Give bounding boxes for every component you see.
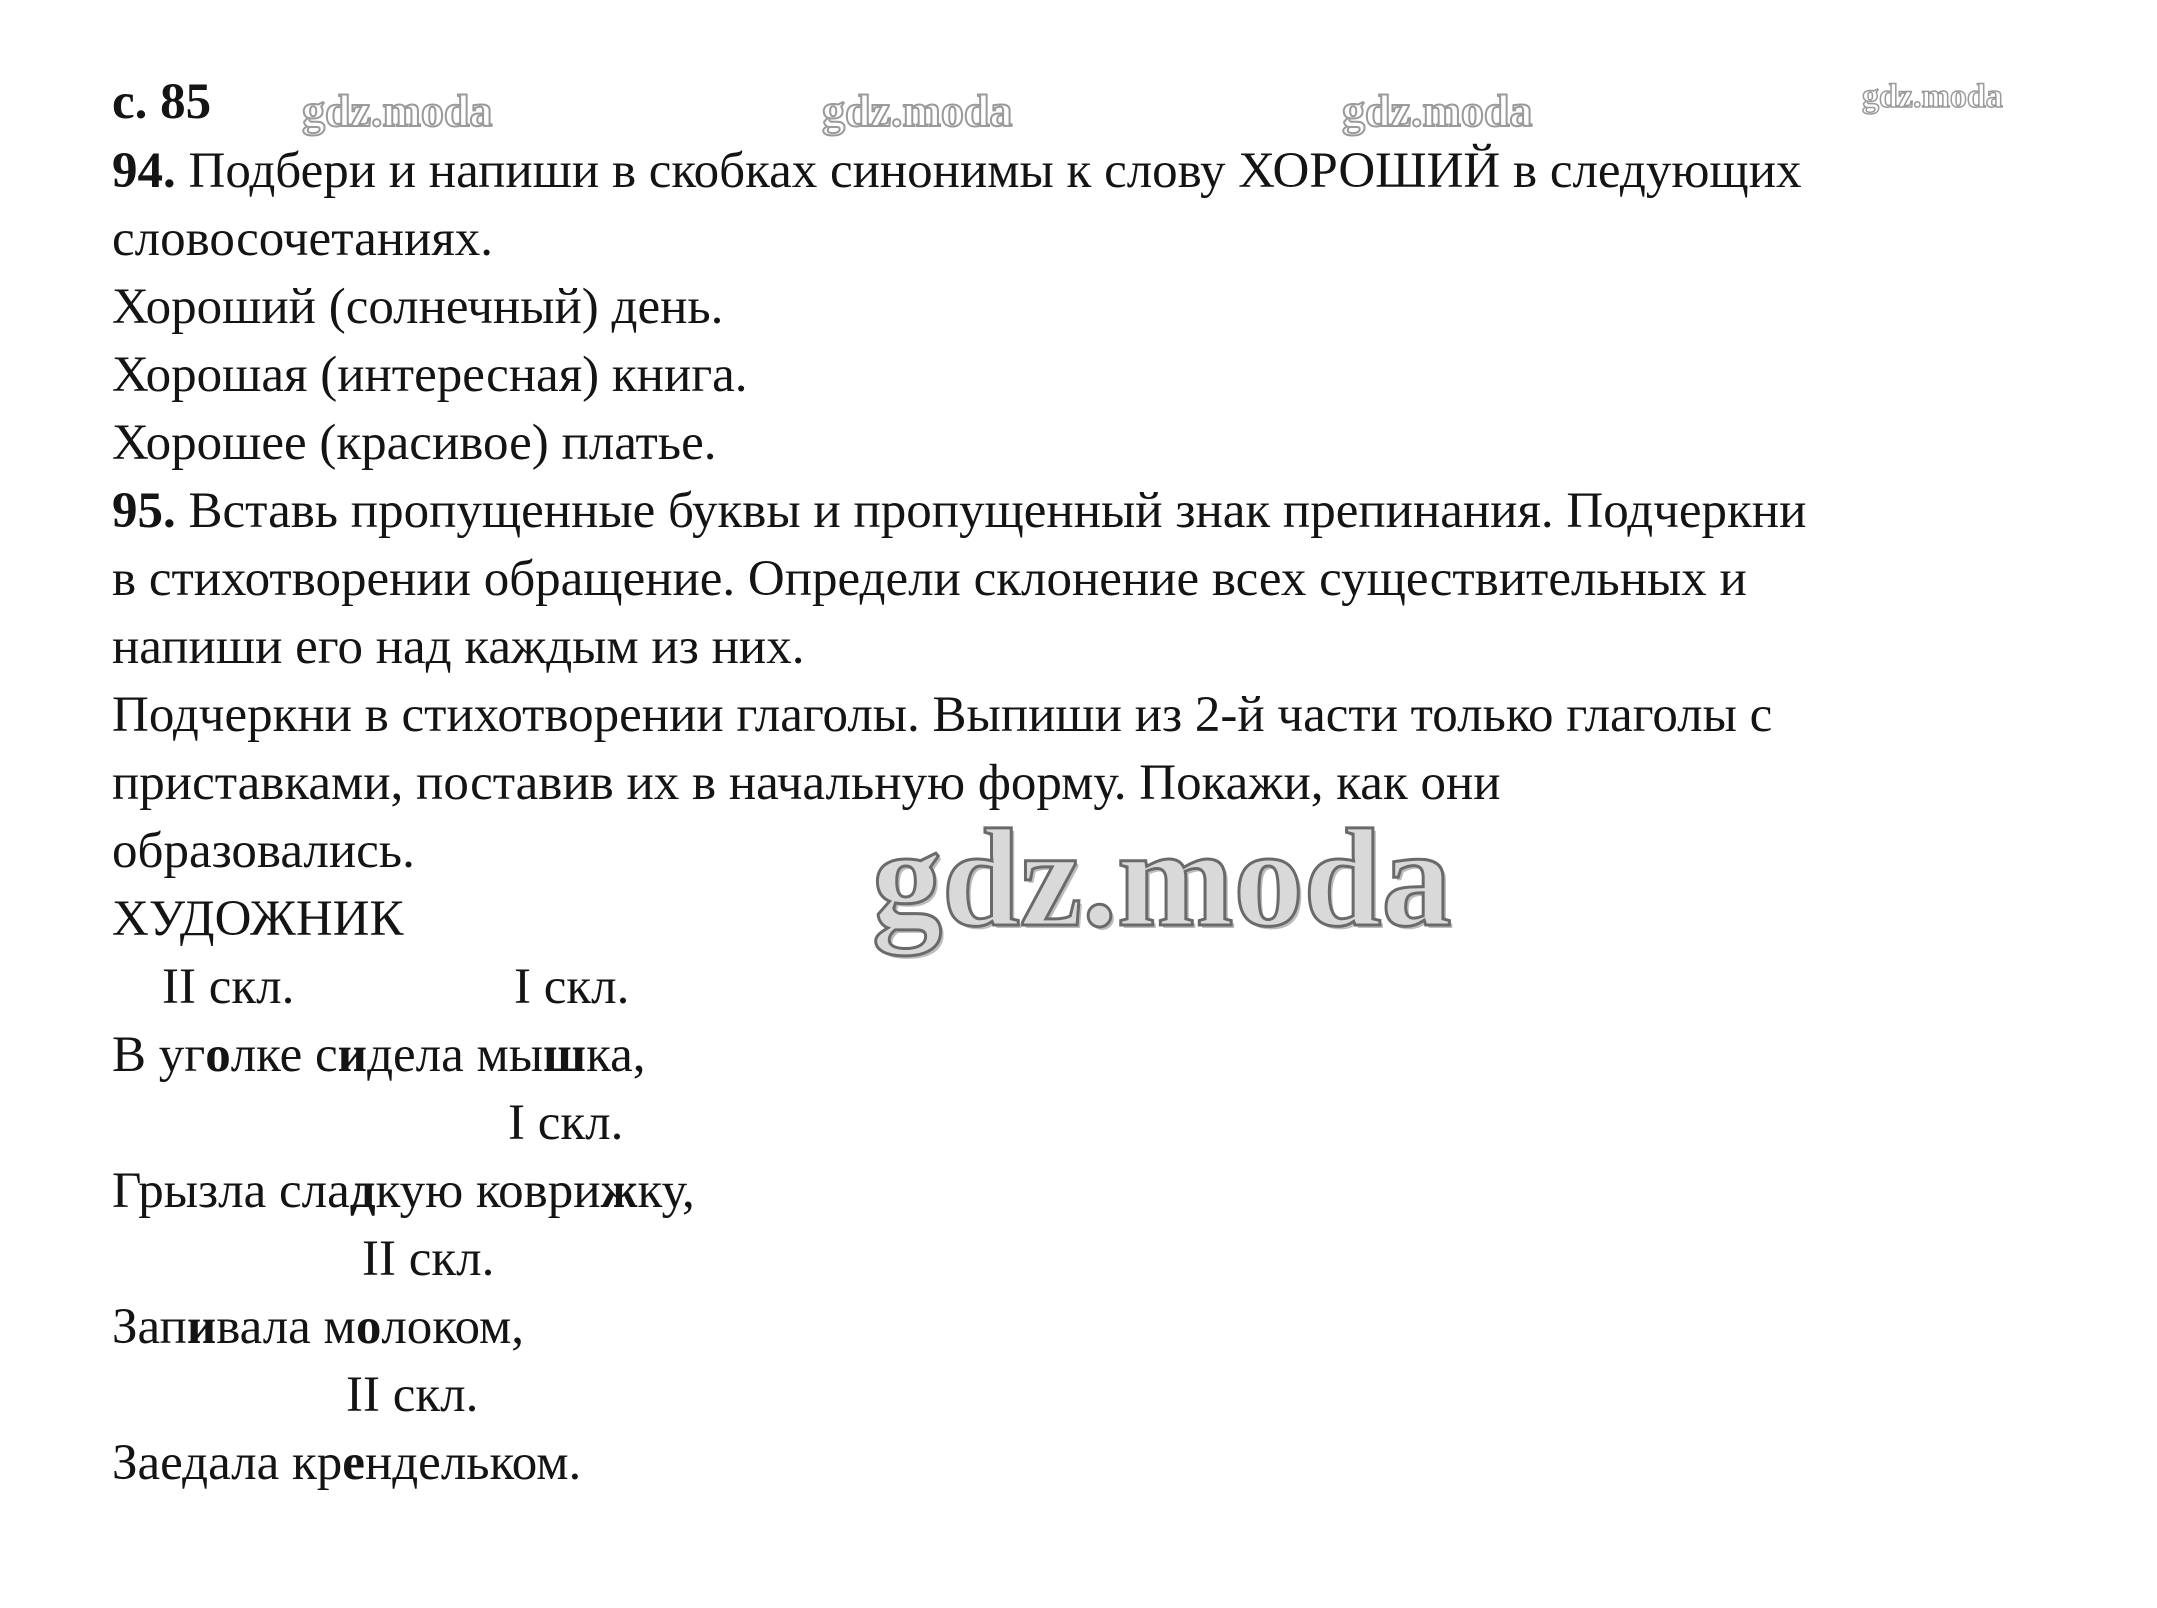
poem-line-1: [112, 1021, 646, 1089]
watermark-center: gdz.moda: [872, 801, 1452, 956]
poem-text: ку,: [637, 1163, 695, 1219]
poem-text: дела мы: [367, 1027, 544, 1083]
poem-title: ХУДОЖНИК: [112, 891, 404, 947]
task-94-text-line-1: Подбери и напиши в скобках синонимы к слову ХОРОШИЙ в следующих: [175, 143, 1802, 199]
declension-label: II скл.: [362, 1231, 495, 1287]
watermark-top-3: gdz.moda: [1342, 85, 1533, 136]
poem-text: Зап: [112, 1299, 187, 1355]
inserted-letter: д: [349, 1163, 376, 1219]
poem-text: ка,: [586, 1027, 646, 1083]
poem-line-3: [112, 1293, 524, 1361]
inserted-letter: ш: [543, 1027, 587, 1083]
task-94-heading: [112, 137, 1802, 205]
inserted-letter: о: [205, 1027, 231, 1083]
poem-text: вала м: [216, 1299, 356, 1355]
poem-text: кую коври: [375, 1163, 601, 1219]
inserted-letter: е: [342, 1435, 365, 1491]
declension-label: II скл.: [346, 1367, 479, 1423]
poem-text: лке с: [230, 1027, 338, 1083]
task-94-text-line-2: словосочетаниях.: [112, 211, 494, 267]
task-95-text-line-6: образовались.: [112, 823, 415, 879]
task-94-answer-3: Хорошее (красивое) платье.: [112, 415, 717, 471]
poem-text: Грызла сла: [112, 1163, 350, 1219]
declension-label: I скл.: [508, 1095, 624, 1151]
task-95-number: 95.: [112, 483, 176, 539]
task-94-answer-2: Хорошая (интересная) книга.: [112, 347, 748, 403]
task-95-text-line-2: в стихотворении обращение. Определи склонение всех существительных и: [112, 551, 1747, 607]
declension-label: I скл.: [514, 959, 630, 1015]
poem-text: В уг: [112, 1027, 206, 1083]
task-95-text-line-4: Подчеркни в стихотворении глаголы. Выпиши из 2-й части только глаголы с: [112, 687, 1773, 743]
task-95-heading: [112, 477, 1806, 545]
poem-text: ндельком.: [364, 1435, 582, 1491]
inserted-letter: о: [355, 1299, 382, 1355]
watermark-top-1: gdz.moda: [302, 85, 493, 136]
poem-text: Заедала кр: [112, 1435, 343, 1491]
poem-text: локом,: [381, 1299, 525, 1355]
task-95-text-line-1: Вставь пропущенные буквы и пропущенный знак препинания. Подчеркни: [175, 483, 1807, 539]
poem-line-4: [112, 1429, 581, 1497]
task-94-number: 94.: [112, 143, 176, 199]
watermark-top-2: gdz.moda: [822, 85, 1013, 136]
task-94-answer-1: Хороший (солнечный) день.: [112, 279, 724, 335]
task-95-text-line-3: напиши его над каждым из них.: [112, 619, 805, 675]
watermark-top-4: gdz.moda: [1862, 78, 2003, 115]
page-number: с. 85: [112, 74, 212, 130]
poem-line-2: [112, 1157, 695, 1225]
declension-label: II скл.: [162, 959, 295, 1015]
inserted-letter: и: [337, 1027, 368, 1083]
inserted-letter: и: [186, 1299, 217, 1355]
inserted-letter: ж: [600, 1163, 638, 1219]
task-95-text-line-5: приставками, поставив их в начальную форму. Покажи, как они: [112, 755, 1501, 811]
